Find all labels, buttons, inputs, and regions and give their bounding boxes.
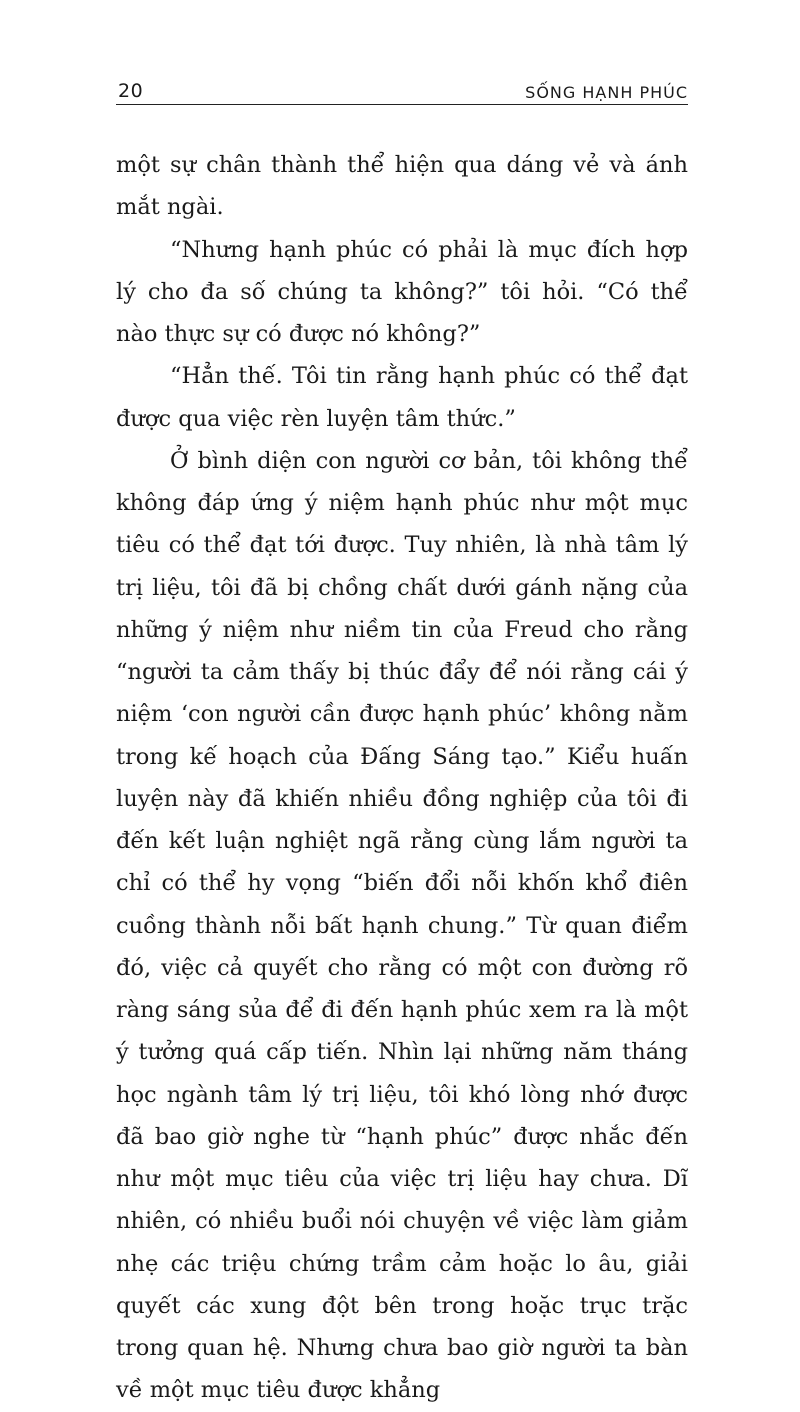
- page-number: 20: [118, 80, 144, 102]
- paragraph-4: Ở bình diện con người cơ bản, tôi không thể không đáp ứng ý niệm hạnh phúc như một mục tiêu có thể đạt tới được. Tuy nhiên, là nhà tâm lý trị liệu, tôi đã bị chồng chất dưới gánh nặng của những ý niệm như niềm tin của Freud cho rằng “người ta cảm thấy bị thúc đẩy để nói rằng cái ý niệm ‘con người cần được hạnh phúc’ không nằm trong kế hoạch của Đấng Sáng tạo.” Kiểu huấn luyện này đã khiến nhiều đồng nghiệp của tôi đi đến kết luận nghiệt ngã rằng cùng lắm người ta chỉ có thể hy vọng “biến đổi nỗi khốn khổ điên cuồng thành nỗi bất hạnh chung.” Từ quan điểm đó, việc cả quyết cho rằng có một con đường rõ ràng sáng sủa để đi đến hạnh phúc xem ra là một ý tưởng quá cấp tiến. Nhìn lại những năm tháng học ngành tâm lý trị liệu, tôi khó lòng nhớ được đã bao giờ nghe từ “hạnh phúc” được nhắc đến như một mục tiêu của việc trị liệu hay chưa. Dĩ nhiên, có nhiều buổi nói chuyện về việc làm giảm nhẹ các triệu chứng trầm cảm hoặc lo âu, giải quyết các xung đột bên trong hoặc trục trặc trong quan hệ. Nhưng chưa bao giờ người ta bàn về một mục tiêu được khẳng: [116, 447, 688, 1404]
- running-title: SỐNG HẠNH PHÚC: [525, 83, 688, 102]
- page-header: [116, 78, 688, 105]
- paragraph-3: “Hẳn thế. Tôi tin rằng hạnh phúc có thể đạt được qua việc rèn luyện tâm thức.”: [116, 363, 688, 432]
- paragraph-2: “Nhưng hạnh phúc có phải là mục đích hợp lý cho đa số chúng ta không?” tôi hỏi. “Có thể nào thực sự có được nó không?”: [116, 236, 688, 347]
- body-text: [116, 144, 688, 1412]
- paragraph-1: một sự chân thành thể hiện qua dáng vẻ và ánh mắt ngài.: [116, 152, 688, 221]
